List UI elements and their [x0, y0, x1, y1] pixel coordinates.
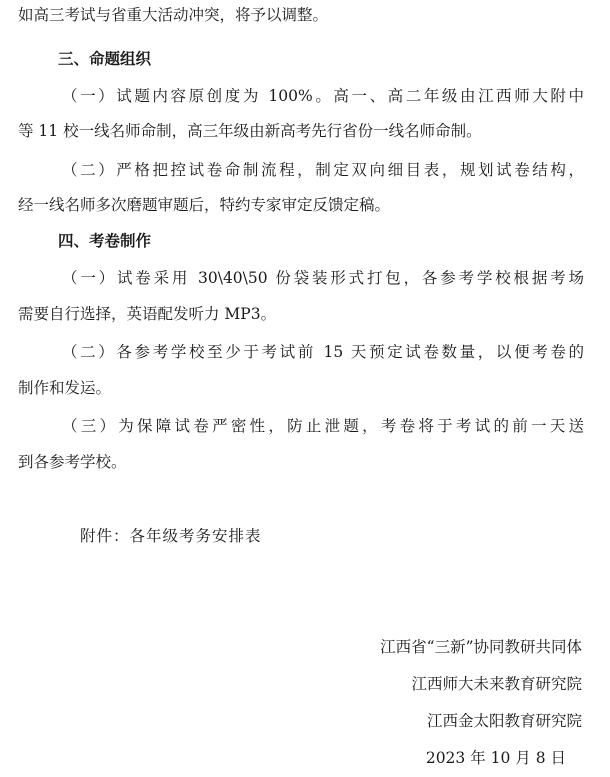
signature-org-3: 江西金太阳教育研究院 — [426, 712, 582, 730]
attachment-note: 附件：各年级考务安排表 — [80, 527, 262, 545]
section-heading-proposition: 三、命题组织 — [58, 50, 152, 68]
signature-org-2: 江西师大未来教育研究院 — [411, 675, 582, 693]
paragraph-line: （一）试题内容原创度为 100%。高一、高二年级由江西师大附中 — [62, 87, 584, 105]
signature-date: 2023 年 10 月 8 日 — [425, 749, 566, 767]
paragraph-line: （二）各参考学校至少于考试前 15 天预定试卷数量，以便考卷的 — [62, 343, 584, 361]
section-heading-production: 四、考卷制作 — [58, 232, 152, 250]
paragraph-line: （二）严格把控试卷命制流程，制定双向细目表，规划试卷结构， — [62, 161, 584, 179]
paragraph-line: 等 11 校一线名师命制，高三年级由新高考先行省份一线名师命制。 — [18, 122, 482, 140]
paragraph-line: 制作和发运。 — [18, 379, 112, 397]
paragraph-line: （三）为保障试卷严密性，防止泄题，考卷将于考试的前一天送 — [62, 417, 584, 435]
paragraph-line: 需要自行选择，英语配发听力 MP3。 — [18, 305, 277, 323]
paragraph-line: 到各参考学校。 — [18, 453, 127, 471]
signature-org-1: 江西省“三新”协同教研共同体 — [380, 638, 582, 656]
paragraph-line: （一）试卷采用 30\40\50 份袋装形式打包，各参考学校根据考场 — [62, 269, 584, 287]
continuation-line: 如高三考试与省重大活动冲突，将予以调整。 — [18, 6, 329, 24]
paragraph-line: 经一线名师多次磨题审题后，特约专家审定反馈定稿。 — [18, 196, 391, 214]
